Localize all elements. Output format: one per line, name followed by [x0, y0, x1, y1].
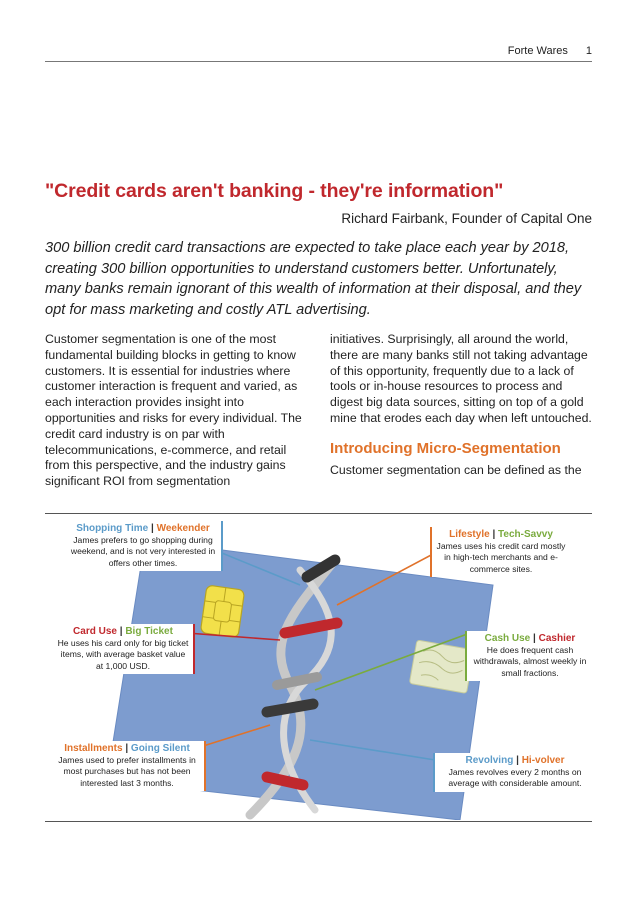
header-rule [45, 61, 592, 62]
callout-cash-use [465, 631, 593, 681]
callout-revolving [433, 753, 595, 792]
body-paragraph-right: initiatives. Surprisingly, all around the world, there are many banks still not taking advantage of this opportunity, frequently due to a lack of tools or in-house resources to process and digest big data sources, sitting on top of a gold mine that erodes each day when left untouched. [330, 332, 592, 425]
micro-segmentation-graphic [45, 515, 592, 820]
body-column-right [330, 332, 592, 478]
callout-description: He does frequent cash withdrawals, almost weekly in small fractions. [473, 644, 587, 678]
callout-description: James revolves every 2 months on average with considerable amount. [448, 766, 582, 788]
header-text [508, 45, 592, 57]
callout-value: Tech-Savvy [498, 529, 553, 540]
callout-label: Shopping Time [76, 523, 149, 534]
callout-card-use [53, 624, 195, 674]
graphic-top-rule [45, 513, 592, 514]
callout-label: Cash Use [484, 633, 531, 644]
callout-separator: | [533, 633, 536, 644]
callout-separator: | [492, 529, 496, 540]
callout-description: He uses his card only for big ticket items, with average basket value at 1,000 USD. [57, 637, 189, 671]
chip-icon [200, 585, 244, 638]
callout-label: Lifestyle [449, 529, 490, 540]
callout-installments [50, 741, 206, 791]
lead-paragraph: 300 billion credit card transactions are expected to take place each year by 2018, creating 300 billion opportunities to understand customers better. Unfortunately, many banks remain ignorant of this wealth of information at their disposal, and they opt for mass marketing and costly ATL advertising. [45, 240, 582, 318]
body-paragraph-right-tail: Customer segmentation can be defined as the [330, 462, 582, 477]
graphic-bottom-rule [45, 821, 592, 822]
page-title: "Credit cards aren't banking - they're information" [45, 180, 504, 202]
section-subheading: Introducing Micro-Segmentation [330, 439, 561, 457]
callout-label: Revolving [465, 755, 514, 766]
header-brand: Forte Wares [507, 45, 568, 57]
callout-value: Hi-volver [521, 755, 565, 766]
callout-lifestyle [430, 527, 570, 577]
callout-separator: | [516, 755, 519, 766]
callout-label: Installments [64, 743, 123, 754]
body-paragraph-left: Customer segmentation is one of the most fundamental building blocks in getting to know customers. It is essential for industries where customer interaction is frequent and varied, as each interaction provides insight into opportunities and risks for every individual. The credit card industry is on par with telecommunications, e-commerce, and retail from this perspective, and the industry gains significant ROI from segmentation [45, 332, 302, 489]
callout-value: Going Silent [130, 743, 190, 754]
callout-separator: | [125, 743, 129, 754]
callout-label: Card Use [73, 626, 117, 637]
callout-separator: | [119, 626, 123, 637]
callout-value: Cashier [538, 633, 576, 644]
callout-value: Big Ticket [125, 626, 173, 637]
callout-shopping-time [65, 521, 223, 571]
page-number: 1 [585, 45, 592, 57]
helix-rung-red-2 [267, 777, 303, 785]
callout-description: James uses his credit card mostly in high-tech merchants and e-commerce sites. [436, 540, 566, 574]
callout-description: James prefers to go shopping during weekend, and is not very interested in offers other times. [70, 534, 216, 568]
callout-value: Weekender [156, 523, 210, 534]
callout-separator: | [151, 523, 154, 534]
callout-description: James used to prefer installments in most purchases but has not been interested last 3 months. [58, 754, 196, 788]
body-column-left [45, 332, 303, 490]
quote-attribution: Richard Fairbank, Founder of Capital One [341, 211, 592, 226]
